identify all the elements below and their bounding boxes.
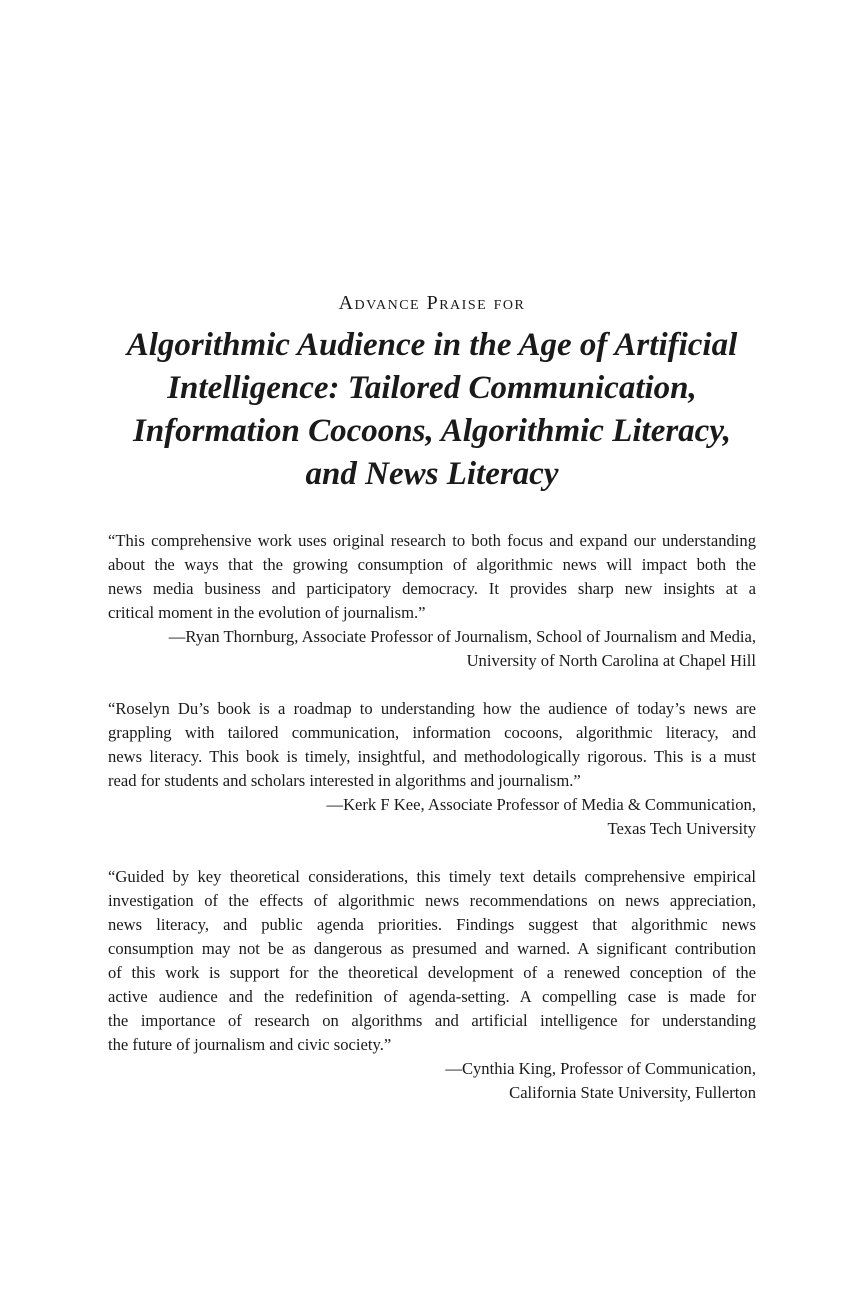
attribution-line: University of North Carolina at Chapel Hill — [466, 651, 756, 670]
quote-line: about the ways that the growing consumption of algorithmic news will impact both the — [108, 555, 756, 574]
attribution-line: —Cynthia King, Professor of Communication, — [445, 1059, 756, 1078]
praise-block-kee — [108, 697, 756, 841]
title-line: and News Literacy — [305, 456, 559, 492]
attribution-line: —Kerk F Kee, Associate Professor of Media & Communication, — [326, 795, 756, 814]
praise-block-king — [108, 865, 756, 1105]
quote-line: investigation of the effects of algorithmic news recommendations on news appreciation, — [108, 891, 756, 910]
section-kicker: Advance Praise for — [338, 292, 526, 314]
praise-quote — [108, 697, 756, 793]
praise-attribution — [108, 625, 756, 673]
quote-line: of this work is support for the theoretical development of a renewed conception of the — [108, 963, 756, 982]
quote-line: the importance of research on algorithms and artificial intelligence for understanding — [108, 1011, 756, 1030]
title-line: Intelligence: Tailored Communication, — [167, 370, 697, 406]
attribution-line: California State University, Fullerton — [509, 1083, 756, 1102]
quote-line: news literacy. This book is timely, insightful, and methodologically rigorous. This is a must — [108, 747, 756, 766]
attribution-line: —Ryan Thornburg, Associate Professor of Journalism, School of Journalism and Media, — [168, 627, 756, 646]
title-line: Algorithmic Audience in the Age of Artificial — [126, 327, 738, 363]
quote-line: critical moment in the evolution of journalism.” — [108, 603, 426, 622]
praise-attribution — [108, 1057, 756, 1105]
quote-line: “This comprehensive work uses original research to both focus and expand our understanding — [108, 531, 756, 550]
quote-line: consumption may not be as dangerous as presumed and warned. A significant contribution — [108, 939, 756, 958]
quote-line: active audience and the redefinition of agenda-setting. A compelling case is made for — [108, 987, 756, 1006]
quote-line: grappling with tailored communication, information cocoons, algorithmic literacy, and — [108, 723, 756, 742]
praise-quote — [108, 865, 756, 1057]
attribution-line: Texas Tech University — [607, 819, 756, 838]
praise-attribution — [108, 793, 756, 841]
quote-line: “Roselyn Du’s book is a roadmap to understanding how the audience of today’s news are — [108, 699, 756, 718]
quote-line: the future of journalism and civic society.” — [108, 1035, 392, 1054]
quote-line: news media business and participatory democracy. It provides sharp new insights at a — [108, 579, 756, 598]
quote-line: news literacy, and public agenda priorities. Findings suggest that algorithmic news — [108, 915, 756, 934]
praise-quote — [108, 529, 756, 625]
quote-line: read for students and scholars interested in algorithms and journalism.” — [108, 771, 581, 790]
book-title — [108, 324, 756, 496]
praise-block-thornburg — [108, 529, 756, 673]
title-line: Information Cocoons, Algorithmic Literacy, — [132, 413, 731, 449]
quote-line: “Guided by key theoretical considerations, this timely text details comprehensive empirical — [108, 867, 756, 886]
